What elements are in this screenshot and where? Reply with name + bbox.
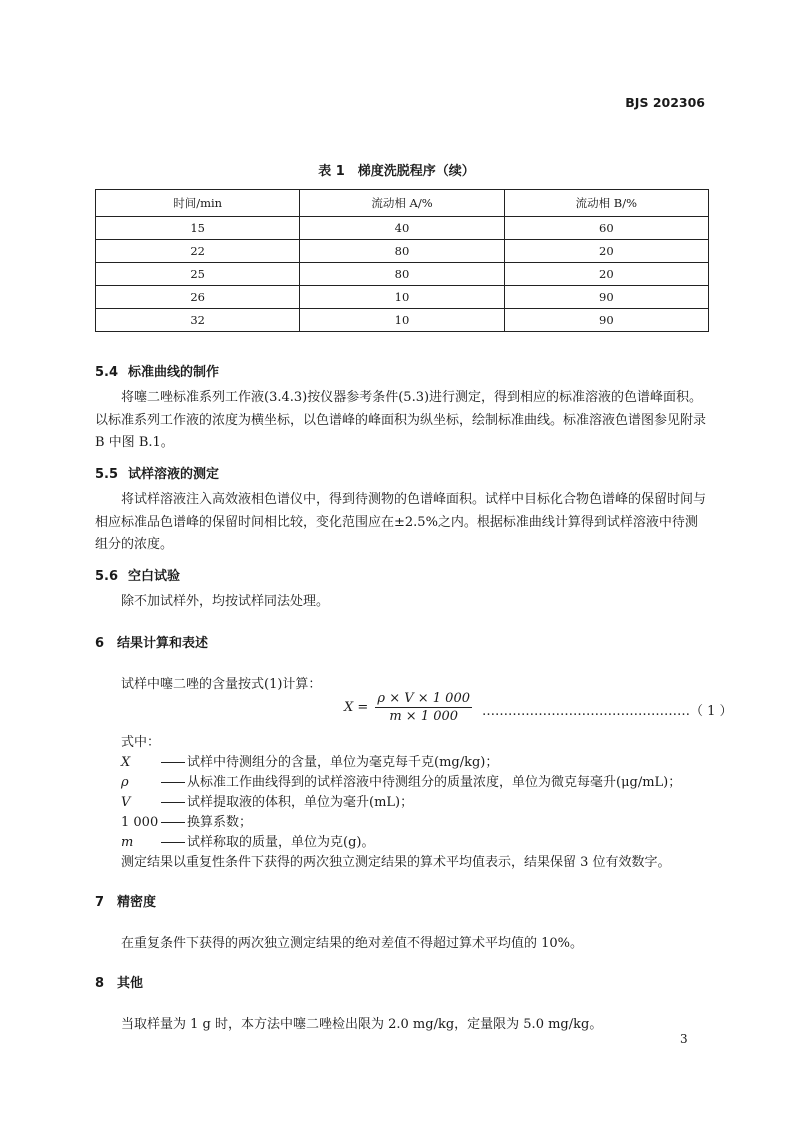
definition-row bbox=[121, 831, 374, 850]
em-dash bbox=[161, 842, 185, 843]
formula-fraction bbox=[375, 690, 472, 725]
formula-numerator: ρ × V × 1 000 bbox=[377, 691, 470, 706]
definition-symbol: 1 000 bbox=[121, 815, 159, 830]
formula-intro: 试样中噻二唑的含量按式(1)计算： bbox=[121, 677, 322, 692]
definition-symbol: ρ bbox=[121, 775, 129, 790]
table-cell: 26 bbox=[96, 286, 300, 309]
result-statement: 测定结果以重复性条件下获得的两次独立测定结果的算术平均值表示，结果保留 3 位有效数字。 bbox=[121, 855, 671, 870]
table-cell: 90 bbox=[504, 309, 708, 332]
section-number: 5.6 bbox=[95, 569, 119, 584]
section-heading-5-6 bbox=[95, 565, 180, 584]
section-title: 试样溶液的测定 bbox=[128, 467, 220, 482]
column-header: 流动相 B/% bbox=[504, 190, 708, 217]
gradient-table bbox=[95, 189, 709, 332]
section-heading-5-4 bbox=[95, 361, 219, 380]
em-dash bbox=[161, 802, 185, 803]
table-caption: 表 1 梯度洗脱程序（续） bbox=[318, 164, 475, 179]
table-cell: 90 bbox=[504, 286, 708, 309]
section-number: 8 bbox=[95, 976, 105, 991]
em-dash bbox=[161, 782, 185, 783]
definition-row bbox=[121, 791, 413, 810]
table-cell: 25 bbox=[96, 263, 300, 286]
definition-symbol: X bbox=[121, 755, 131, 770]
section-body-8: 当取样量为 1 g 时，本方法中噻二唑检出限为 2.0 mg/kg，定量限为 5.0 mg/kg。 bbox=[121, 1017, 603, 1032]
where-label: 式中： bbox=[121, 735, 161, 750]
table-cell: 20 bbox=[504, 263, 708, 286]
definition-symbol: V bbox=[121, 795, 131, 810]
definition-row bbox=[121, 771, 681, 790]
formula-lhs: X = bbox=[344, 700, 369, 715]
em-dash bbox=[161, 822, 185, 823]
table-cell: 60 bbox=[504, 217, 708, 240]
formula bbox=[344, 690, 472, 725]
section-number: 7 bbox=[95, 895, 105, 910]
section-title: 标准曲线的制作 bbox=[128, 365, 220, 380]
definition-symbol: m bbox=[121, 835, 134, 850]
section-heading-8 bbox=[95, 972, 143, 991]
column-header: 流动相 A/% bbox=[300, 190, 504, 217]
table-cell: 10 bbox=[300, 286, 504, 309]
table-cell: 80 bbox=[300, 240, 504, 263]
definition-text: 试样中待测组分的含量，单位为毫克每千克(mg/kg)； bbox=[187, 755, 499, 770]
section-title: 结果计算和表述 bbox=[117, 636, 209, 651]
table-row bbox=[96, 240, 709, 263]
definition-text: 从标准工作曲线得到的试样溶液中待测组分的质量浓度，单位为微克每毫升(μg/mL)； bbox=[187, 775, 682, 790]
column-header: 时间/min bbox=[96, 190, 300, 217]
section-number: 5.5 bbox=[95, 467, 119, 482]
em-dash bbox=[161, 762, 185, 763]
section-title: 空白试验 bbox=[128, 569, 181, 584]
section-number: 5.4 bbox=[95, 365, 119, 380]
table-cell: 20 bbox=[504, 240, 708, 263]
section-body-7: 在重复条件下获得的两次独立测定结果的绝对差值不得超过算术平均值的 10%。 bbox=[121, 936, 584, 951]
table-row bbox=[96, 286, 709, 309]
section-number: 6 bbox=[95, 636, 105, 651]
table-row bbox=[96, 217, 709, 240]
table-row bbox=[96, 263, 709, 286]
table-cell: 80 bbox=[300, 263, 504, 286]
document-code: BJS 202306 bbox=[625, 95, 705, 110]
table-cell: 22 bbox=[96, 240, 300, 263]
section-title: 精密度 bbox=[117, 895, 157, 910]
table-cell: 32 bbox=[96, 309, 300, 332]
section-body-5-5: 将试样溶液注入高效液相色谱仪中，得到待测物的色谱峰面积。试样中目标化合物色谱峰的保留时间与相应标准品色谱峰的保留时间相比较，变化范围应在±2.5%之内。根据标准曲线计算得到试样溶液中待测组分的浓度。 bbox=[95, 492, 707, 552]
definition-text: 试样称取的质量，单位为克(g)。 bbox=[187, 835, 375, 850]
section-body-5-4: 将噻二唑标准系列工作液(3.4.3)按仪器参考条件(5.3)进行测定，得到相应的标准溶液的色谱峰面积。以标准系列工作液的浓度为横坐标，以色谱峰的峰面积为纵坐标，绘制标准曲线。标准溶液色谱图参见附录 B 中图 B.1。 bbox=[95, 390, 707, 450]
definition-text: 换算系数； bbox=[187, 815, 253, 830]
definition-row bbox=[121, 751, 498, 770]
definition-row bbox=[121, 811, 252, 830]
definition-text: 试样提取液的体积，单位为毫升(mL)； bbox=[187, 795, 414, 810]
section-heading-6 bbox=[95, 632, 208, 651]
section-body-5-6: 除不加试样外，均按试样同法处理。 bbox=[121, 594, 330, 609]
table-header-row bbox=[96, 190, 709, 217]
table-cell: 15 bbox=[96, 217, 300, 240]
table-row bbox=[96, 309, 709, 332]
section-title: 其他 bbox=[117, 976, 144, 991]
table-cell: 10 bbox=[300, 309, 504, 332]
table-cell: 40 bbox=[300, 217, 504, 240]
formula-denominator: m × 1 000 bbox=[389, 709, 459, 724]
equation-number: …………………………………………（ 1 ） bbox=[482, 704, 733, 719]
page-number: 3 bbox=[680, 1032, 688, 1046]
section-heading-5-5 bbox=[95, 463, 219, 482]
section-heading-7 bbox=[95, 891, 156, 910]
